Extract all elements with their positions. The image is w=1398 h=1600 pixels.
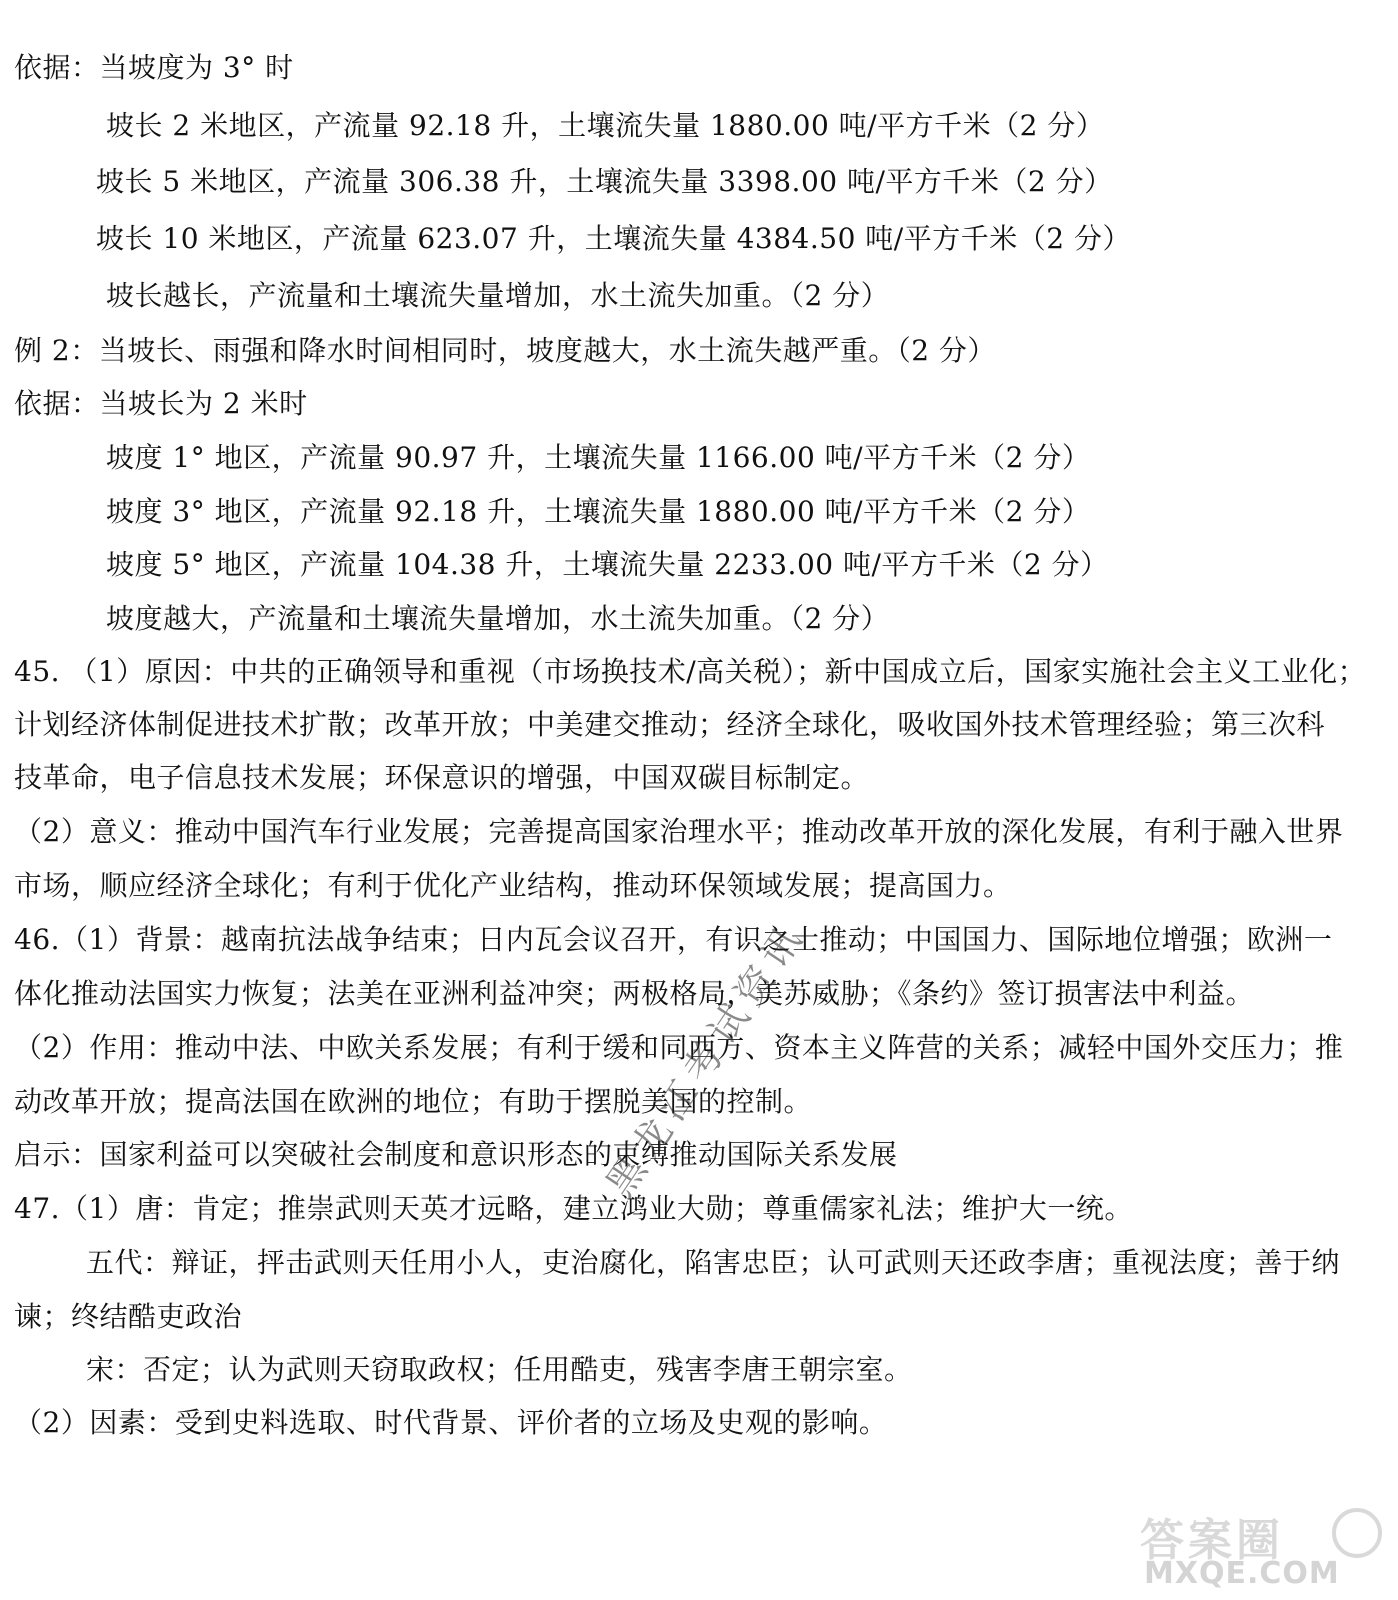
text-line: 谏；终结酷吏政治 [14, 1300, 243, 1333]
text-line: 五代：辩证，抨击武则天任用小人，吏治腐化，陷害忠臣；认可武则天还政李唐；重视法度；善于纳 [86, 1246, 1341, 1279]
text-line: 依据：当坡长为 2 米时 [14, 387, 308, 420]
text-line: 技革命，电子信息技术发展；环保意识的增强，中国双碳目标制定。 [14, 761, 870, 794]
text-line: 坡度 3° 地区，产流量 92.18 升，土壤流失量 1880.00 吨/平方千米（2 分） [106, 495, 1091, 528]
text-line: 动改革开放；提高法国在欧洲的地位；有助于摆脱美国的控制。 [14, 1085, 813, 1118]
text-line: 46.（1）背景：越南抗法战争结束；日内瓦会议召开，有识之士推动；中国国力、国际地位增强；欧洲一 [14, 923, 1333, 956]
text-line: 体化推动法国实力恢复；法美在亚洲利益冲突；两极格局，美苏威胁；《条约》签订损害法中利益。 [14, 977, 1255, 1010]
text-line: 坡长 2 米地区，产流量 92.18 升，土壤流失量 1880.00 吨/平方千米（2 分） [106, 109, 1105, 142]
text-line: 坡长 10 米地区，产流量 623.07 升，土壤流失量 4384.50 吨/平方千米（2 分） [96, 222, 1131, 255]
text-line: 坡度越大，产流量和土壤流失量增加，水土流失加重。（2 分） [106, 602, 890, 635]
text-line: 例 2：当坡长、雨强和降水时间相同时，坡度越大，水土流失越严重。（2 分） [14, 334, 996, 367]
text-line: 宋：否定；认为武则天窃取政权；任用酷吏，残害李唐王朝宗室。 [86, 1353, 913, 1386]
text-line: 47.（1）唐：肯定；推崇武则天英才远略，建立鸿业大勋；尊重儒家礼法；维护大一统。 [14, 1192, 1133, 1225]
text-line: （2）意义：推动中国汽车行业发展；完善提高国家治理水平；推动改革开放的深化发展，有利于融入世界 [14, 815, 1344, 848]
text-line: 坡度 1° 地区，产流量 90.97 升，土壤流失量 1166.00 吨/平方千米（2 分） [106, 441, 1091, 474]
text-line: 计划经济体制促进技术扩散；改革开放；中美建交推动；经济全球化，吸收国外技术管理经验；第三次科 [14, 708, 1326, 741]
text-line: （2）因素：受到史料选取、时代背景、评价者的立场及史观的影响。 [14, 1406, 888, 1439]
text-line: 坡长 5 米地区，产流量 306.38 升，土壤流失量 3398.00 吨/平方千米（2 分） [96, 165, 1113, 198]
watermark-text: 黑龙江考试资讯 [597, 913, 815, 1205]
text-line: 启示：国家利益可以突破社会制度和意识形态的束缚推动国际关系发展 [14, 1138, 898, 1171]
logo-url: MXQE.COM [1144, 1556, 1340, 1591]
text-line: 坡长越长，产流量和土壤流失量增加，水土流失加重。（2 分） [106, 279, 890, 312]
text-line: 市场，顺应经济全球化；有利于优化产业结构，推动环保领域发展；提高国力。 [14, 869, 1012, 902]
text-line: 坡度 5° 地区，产流量 104.38 升，土壤流失量 2233.00 吨/平方千米（2 分） [106, 548, 1109, 581]
text-line: 45. （1）原因：中共的正确领导和重视（市场换技术/高关税）；新中国成立后，国家实施社会主义工业化； [14, 655, 1367, 688]
logo-text: 答案圈 [1140, 1515, 1284, 1566]
text-line: 依据：当坡度为 3° 时 [14, 51, 294, 84]
site-logo [1140, 1504, 1390, 1594]
text-line: （2）作用：推动中法、中欧关系发展；有利于缓和同西方、资本主义阵营的关系；减轻中国外交压力；推 [14, 1031, 1344, 1064]
logo-circle-icon [1332, 1508, 1382, 1558]
